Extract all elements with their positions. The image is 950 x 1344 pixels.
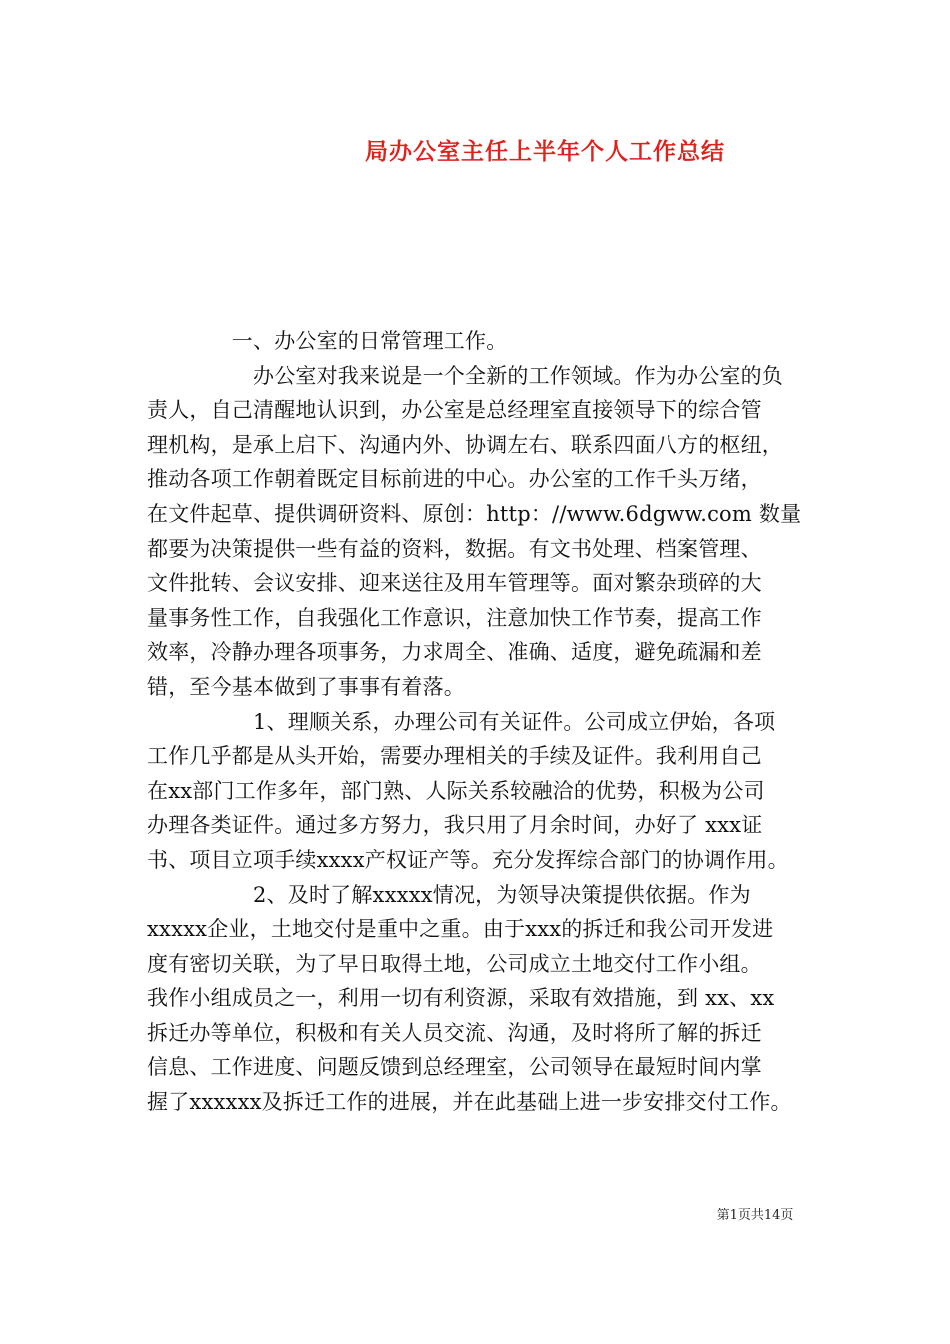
- text-line: 工作几乎都是从头开始，需要办理相关的手续及证件。我利用自己: [147, 744, 762, 769]
- page-number-label: 第1页共14页: [716, 1208, 794, 1223]
- text-line: 效率，冷静办理各项事务，力求周全、准确、适度，避免疏漏和差: [147, 640, 762, 665]
- text-line: 信息、工作进度、问题反馈到总经理室，公司领导在最短时间内掌: [147, 1055, 762, 1080]
- text-line: 一、办公室的日常管理工作。: [147, 329, 508, 353]
- text-line: 办理各类证件。通过多方努力，我只用了月余时间，办好了 xxx证: [147, 813, 763, 838]
- text-line: 错，至今基本做到了事事有着落。: [147, 674, 465, 699]
- text-line: 文件批转、会议安排、迎来送往及用车管理等。面对繁杂琐碎的大: [147, 571, 762, 596]
- text-line: 在文件起草、提供调研资料、原创：http：//www.6dgww.com 数量: [147, 501, 802, 526]
- text-line: xxxxx企业，土地交付是重中之重。由于xxx的拆迁和我公司开发进: [147, 917, 774, 942]
- text-line: 书、项目立项手续xxxx产权证产等。充分发挥综合部门的协调作用。: [147, 847, 789, 872]
- text-line: 办公室对我来说是一个全新的工作领域。作为办公室的负: [147, 363, 783, 388]
- text-line: 我作小组成员之一，利用一切有利资源，采取有效措施，到 xx、xx: [147, 986, 775, 1011]
- text-line: 责人，自己清醒地认识到，办公室是总经理室直接领导下的综合管: [147, 398, 762, 423]
- text-line: 量事务性工作，自我强化工作意识，注意加快工作节奏，提高工作: [147, 605, 762, 630]
- text-line: 在xx部门工作多年，部门熟、人际关系较融洽的优势，积极为公司: [147, 778, 765, 803]
- text-line: 2、及时了解xxxxx情况，为领导决策提供依据。作为: [147, 882, 751, 907]
- text-line: 理机构，是承上启下、沟通内外、协调左右、联系四面八方的枢纽，: [147, 432, 783, 457]
- document-title: 局办公室主任上半年个人工作总结: [365, 138, 725, 165]
- text-line: 都要为决策提供一些有益的资料，数据。有文书处理、档案管理、: [147, 536, 762, 561]
- text-line: 推动各项工作朝着既定目标前进的中心。办公室的工作千头万绪，: [147, 467, 762, 492]
- document-body: [147, 324, 815, 1120]
- text-line: 1、理顺关系，办理公司有关证件。公司成立伊始，各项: [147, 709, 776, 734]
- text-line: 拆迁办等单位，积极和有关人员交流、沟通，及时将所了解的拆迁: [147, 1020, 762, 1045]
- page-footer: [0, 1204, 950, 1223]
- text-line: 握了xxxxxx及拆迁工作的进展，并在此基础上进一步安排交付工作。: [147, 1090, 792, 1115]
- text-line: 度有密切关联，为了早日取得土地，公司成立土地交付工作小组。: [147, 951, 762, 976]
